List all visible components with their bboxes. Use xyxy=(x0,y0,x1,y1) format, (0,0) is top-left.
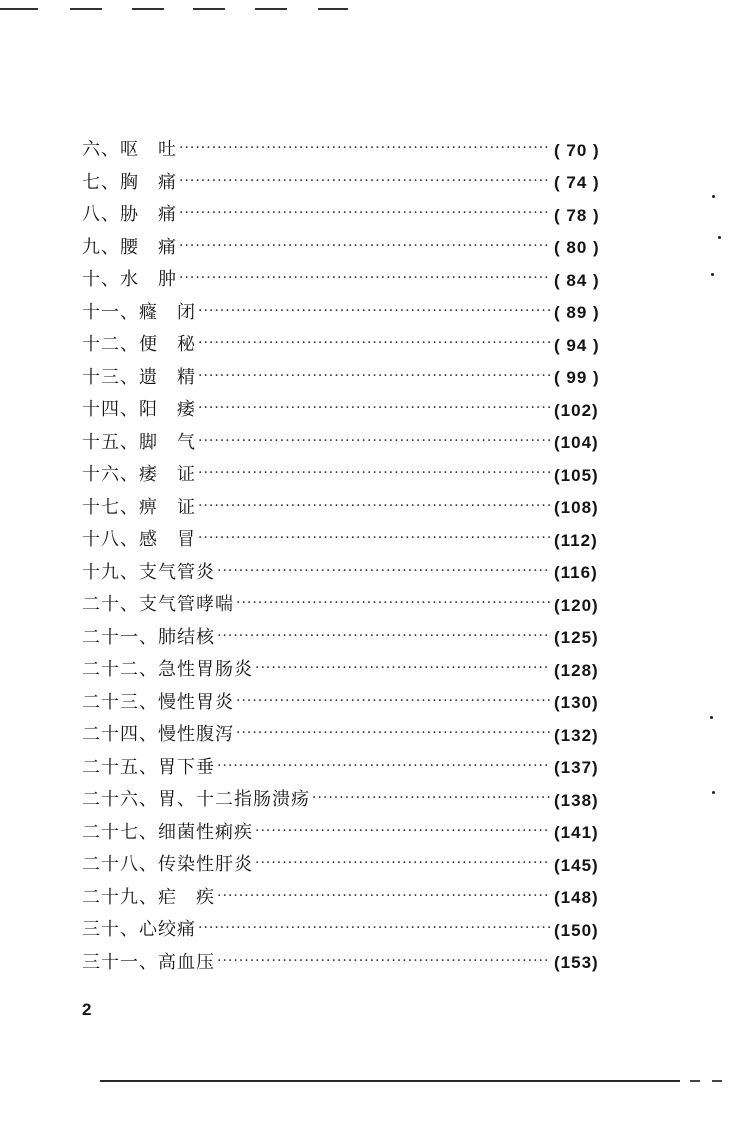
toc-entry-title: 十六、痿 证 xyxy=(82,464,196,486)
header-dash xyxy=(132,8,164,10)
toc-leader-dots xyxy=(217,889,550,903)
toc-entry xyxy=(82,719,622,752)
toc-entry-page: ( 99 ) xyxy=(554,368,600,388)
toc-leader-dots xyxy=(255,824,550,838)
toc-entry-title: 三十、心绞痛 xyxy=(82,919,196,941)
toc-leader-dots xyxy=(217,954,550,968)
toc-leader-dots xyxy=(179,174,550,188)
toc-entry xyxy=(82,297,622,330)
toc-entry xyxy=(82,394,622,427)
toc-leader-dots xyxy=(236,726,550,740)
bottom-rule xyxy=(100,1080,680,1082)
toc-entry xyxy=(82,622,622,655)
toc-leader-dots xyxy=(312,791,550,805)
toc-entry-title: 二十四、慢性腹泻 xyxy=(82,724,234,746)
toc-leader-dots xyxy=(198,531,550,545)
toc-entry xyxy=(82,687,622,720)
toc-entry xyxy=(82,264,622,297)
toc-entry-title: 十一、癃 闭 xyxy=(82,301,196,323)
toc-entry-title: 二十一、肺结核 xyxy=(82,626,215,648)
toc-entry xyxy=(82,947,622,980)
toc-entry-page: ( 94 ) xyxy=(554,335,600,355)
toc-entry-page: (132) xyxy=(554,725,599,745)
table-of-contents xyxy=(82,134,622,979)
toc-entry xyxy=(82,914,622,947)
toc-entry-title: 十五、脚 气 xyxy=(82,431,196,453)
toc-entry-title: 十、水 肿 xyxy=(82,269,177,291)
toc-entry-title: 三十一、高血压 xyxy=(82,951,215,973)
toc-entry-title: 十四、阳 痿 xyxy=(82,399,196,421)
toc-entry-page: (112) xyxy=(554,530,598,550)
header-dash xyxy=(193,8,225,10)
header-dash xyxy=(318,8,348,10)
header-dash xyxy=(255,8,287,10)
toc-entry xyxy=(82,167,622,200)
toc-entry-title: 二十五、胃下垂 xyxy=(82,756,215,778)
toc-entry-page: ( 78 ) xyxy=(554,205,600,225)
toc-entry xyxy=(82,134,622,167)
toc-entry-page: (148) xyxy=(554,888,599,908)
toc-entry xyxy=(82,882,622,915)
bottom-rule-fragment xyxy=(712,1080,722,1082)
page-number: 2 xyxy=(82,1000,92,1019)
toc-entry-title: 十九、支气管炎 xyxy=(82,561,215,583)
toc-leader-dots xyxy=(255,661,550,675)
toc-leader-dots xyxy=(179,271,550,285)
toc-leader-dots xyxy=(198,499,550,513)
toc-entry xyxy=(82,232,622,265)
toc-entry-title: 十八、感 冒 xyxy=(82,529,196,551)
toc-leader-dots xyxy=(198,336,550,350)
toc-entry-title: 二十三、慢性胃炎 xyxy=(82,691,234,713)
toc-entry xyxy=(82,362,622,395)
scan-speck xyxy=(710,716,713,719)
bottom-rule-fragment xyxy=(690,1080,700,1082)
toc-entry-page: ( 89 ) xyxy=(554,303,600,323)
toc-entry-page: (125) xyxy=(554,628,599,648)
header-rule-fragments xyxy=(0,0,360,12)
toc-leader-dots xyxy=(198,434,550,448)
toc-entry xyxy=(82,427,622,460)
toc-entry-page: (102) xyxy=(554,400,599,420)
toc-leader-dots xyxy=(236,596,550,610)
scan-speck xyxy=(711,273,714,276)
toc-entry-page: (138) xyxy=(554,790,599,810)
toc-entry-page: (153) xyxy=(554,953,599,973)
toc-entry-page: (128) xyxy=(554,660,599,680)
toc-entry-title: 十七、痹 证 xyxy=(82,496,196,518)
toc-leader-dots xyxy=(236,694,550,708)
toc-leader-dots xyxy=(198,369,550,383)
toc-entry-title: 二十八、传染性肝炎 xyxy=(82,854,253,876)
toc-entry-page: (130) xyxy=(554,693,599,713)
toc-entry xyxy=(82,589,622,622)
toc-entry-page: (137) xyxy=(554,758,599,778)
toc-entry-page: (150) xyxy=(554,920,599,940)
scan-speck xyxy=(712,791,715,794)
toc-entry-page: (120) xyxy=(554,595,599,615)
toc-entry xyxy=(82,752,622,785)
toc-entry-page: (145) xyxy=(554,855,599,875)
toc-entry-title: 九、腰 痛 xyxy=(82,236,177,258)
toc-entry-page: (105) xyxy=(554,465,599,485)
toc-entry xyxy=(82,199,622,232)
toc-entry-title: 二十二、急性胃肠炎 xyxy=(82,659,253,681)
header-dash xyxy=(0,8,38,10)
toc-leader-dots xyxy=(198,921,550,935)
toc-leader-dots xyxy=(255,856,550,870)
header-dash xyxy=(70,8,102,10)
toc-entry-title: 六、呕 吐 xyxy=(82,139,177,161)
toc-entry-page: (141) xyxy=(554,823,599,843)
toc-entry xyxy=(82,329,622,362)
toc-entry-page: (116) xyxy=(554,563,598,583)
toc-leader-dots xyxy=(179,141,550,155)
toc-entry-page: ( 74 ) xyxy=(554,173,600,193)
toc-entry xyxy=(82,849,622,882)
toc-entry-page: ( 84 ) xyxy=(554,270,600,290)
toc-leader-dots xyxy=(179,239,550,253)
toc-entry xyxy=(82,654,622,687)
toc-entry-title: 七、胸 痛 xyxy=(82,171,177,193)
toc-leader-dots xyxy=(198,304,550,318)
toc-leader-dots xyxy=(217,564,550,578)
scan-speck xyxy=(718,236,721,239)
toc-entry xyxy=(82,492,622,525)
toc-entry xyxy=(82,524,622,557)
toc-entry-title: 二十、支气管哮喘 xyxy=(82,594,234,616)
toc-entry-page: ( 80 ) xyxy=(554,238,600,258)
toc-entry-title: 二十七、细菌性痢疾 xyxy=(82,821,253,843)
toc-entry xyxy=(82,557,622,590)
toc-entry-page: (104) xyxy=(554,433,599,453)
toc-leader-dots xyxy=(198,401,550,415)
toc-leader-dots xyxy=(179,206,550,220)
toc-entry xyxy=(82,817,622,850)
toc-entry-title: 十三、遗 精 xyxy=(82,366,196,388)
toc-entry xyxy=(82,459,622,492)
toc-leader-dots xyxy=(217,629,550,643)
toc-entry-title: 二十九、疟 疾 xyxy=(82,886,215,908)
toc-entry-title: 十二、便 秘 xyxy=(82,334,196,356)
toc-leader-dots xyxy=(198,466,550,480)
toc-entry-title: 二十六、胃、十二指肠溃疡 xyxy=(82,789,310,811)
toc-entry-page: ( 70 ) xyxy=(554,140,600,160)
toc-entry xyxy=(82,784,622,817)
toc-entry-page: (108) xyxy=(554,498,599,518)
toc-entry-title: 八、胁 痛 xyxy=(82,204,177,226)
toc-leader-dots xyxy=(217,759,550,773)
scan-speck xyxy=(712,195,715,198)
